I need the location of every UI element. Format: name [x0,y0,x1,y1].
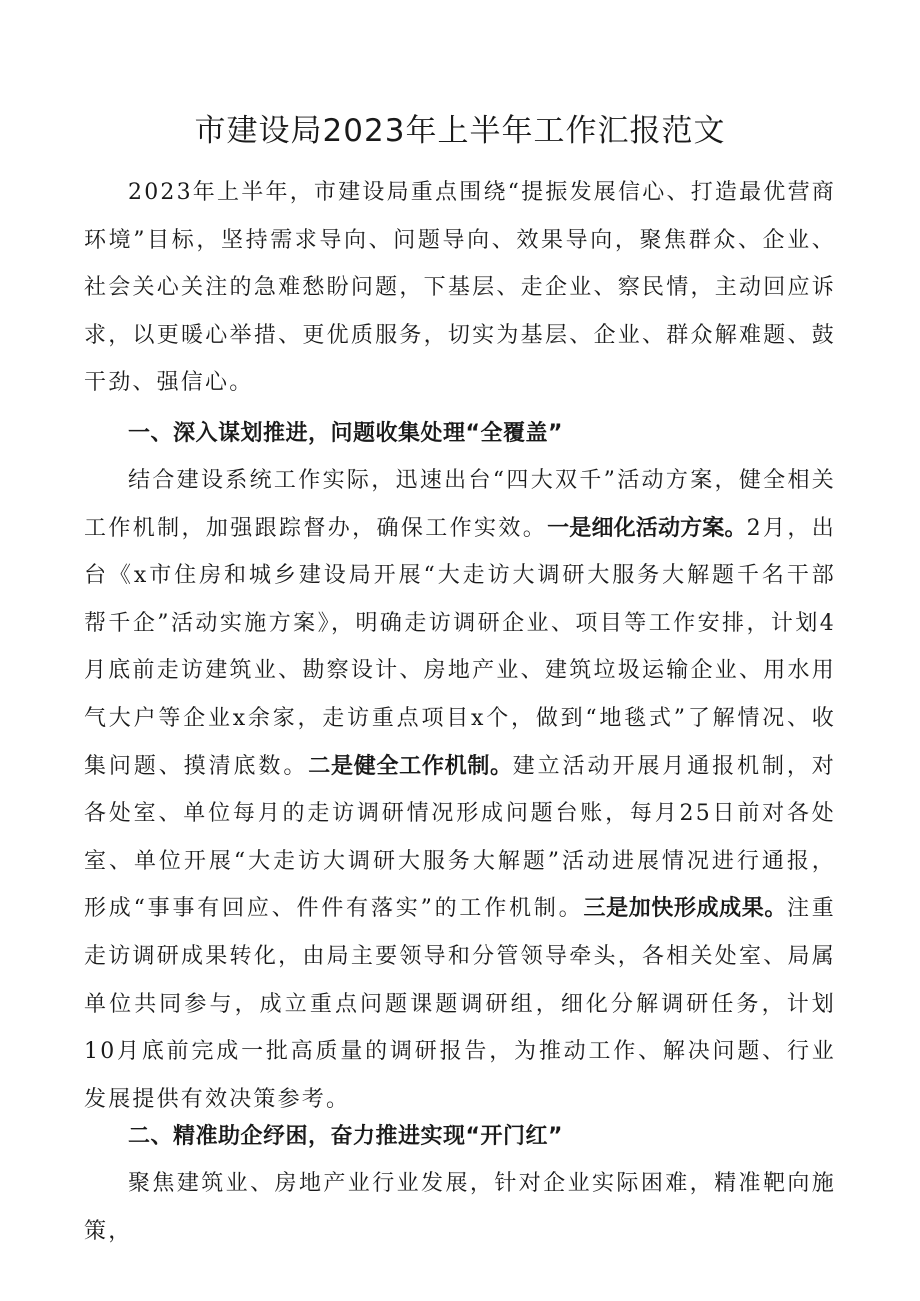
section-1-text-2: 2月，出台《x市住房和城乡建设局开展“大走访大调研大服务大解题千名干部帮千企”活动实施方案》，明确走访调研企业、项目等工作安排，计划4月底前走访建筑业、勘察设计、房地产业、建筑垃圾运输企业、用水用气大户等企业x余家，走访重点项目x个，做到“地毯式”了解情况、收集问题、摸清底数。 [84,515,836,779]
section-1-point-2: 二是健全工作机制。 [308,753,513,779]
section-1-text-3: 建立活动开展月通报机制，对各处室、单位每月的走访调研情况形成问题台账，每月25日前对各处室、单位开展“大走访大调研大服务大解题”活动进展情况进行通报，形成“事事有回应、件件有落实”的工作机制。 [84,753,836,922]
section-2-heading: 二、精准助企纾困，奋力推进实现“开门红” [128,1124,563,1149]
intro-paragraph: 2023年上半年，市建设局重点围绕“提振发展信心、打造最优营商环境”目标，坚持需求导向、问题导向、效果导向，聚焦群众、企业、社会关心关注的急难愁盼问题，下基层、走企业、察民情，主动回应诉求，以更暖心举措、更优质服务，切实为基层、企业、群众解难题、鼓干劲、强信心。 [84,180,836,396]
section-1-point-1: 一是细化活动方案。 [547,515,747,541]
section-1-text-4: 注重走访调研成果转化，由局主要领导和分管领导牵头，各相关处室、局属单位共同参与，成立重点问题课题调研组，细化分解调研任务，计划10月底前完成一批高质量的调研报告，为推动工作、解决问题、行业发展提供有效决策参考。 [84,896,836,1112]
section-1-paragraph [84,457,836,1123]
section-1-heading: 一、深入谋划推进，问题收集处理“全覆盖” [128,421,563,446]
section-1-text-1: 结合建设系统工作实际，迅速出台“四大双千”活动方案，健全相关工作机制，加强跟踪督办，确保工作实效。 [84,468,836,541]
section-1-point-3: 三是加快形成成果。 [583,896,787,922]
section-2-paragraph: 聚焦建筑业、房地产业行业发展，针对企业实际困难，精准靶向施策， [84,1171,836,1244]
document-title: 市建设局2023年上半年工作汇报范文 [194,113,726,149]
